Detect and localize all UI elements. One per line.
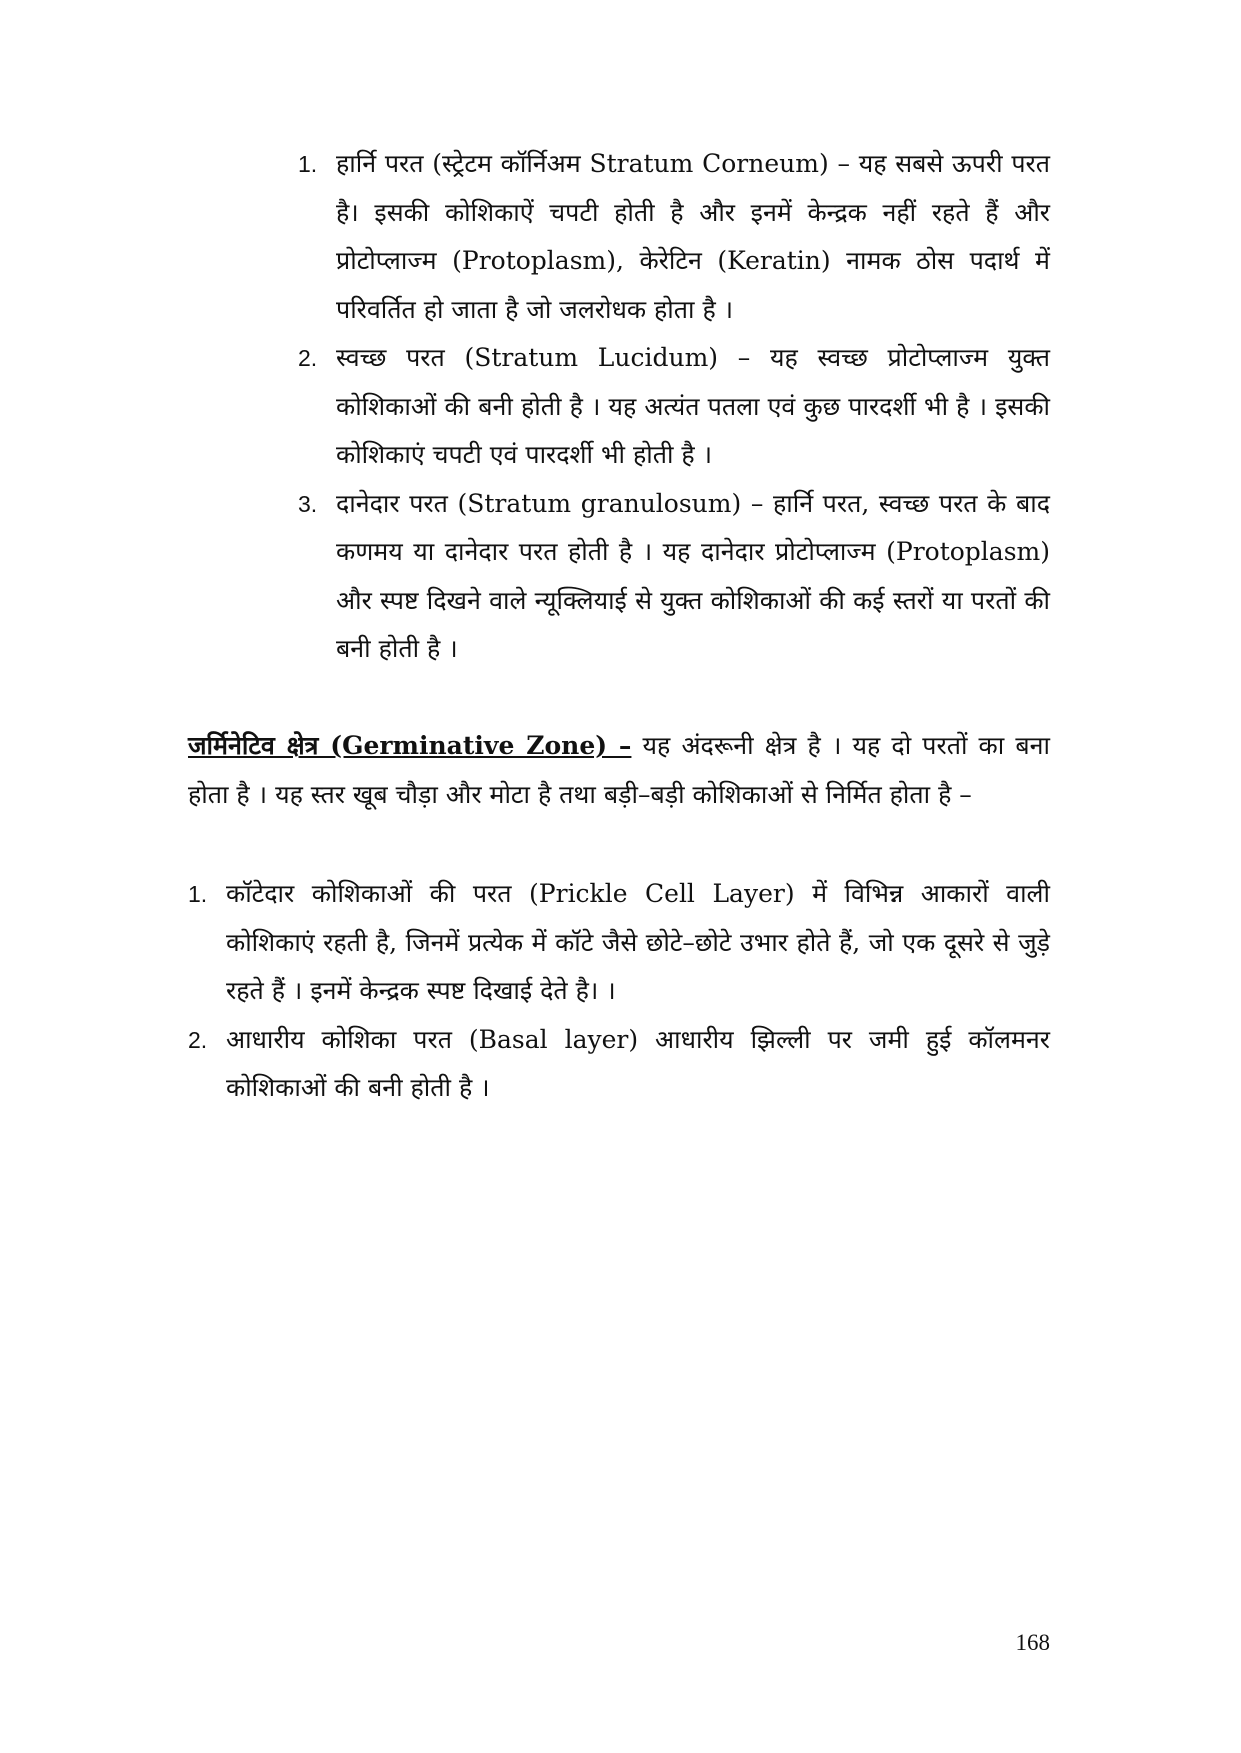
list-item-number: 2.: [188, 1026, 208, 1053]
germinative-zone-paragraph: [188, 722, 1050, 819]
section-heading: जर्मिनेटिव क्षेत्र (Germinative Zone) –: [188, 731, 632, 760]
list-item-number: 3.: [298, 490, 318, 517]
list-item-text: स्वच्छ परत (Stratum Lucidum) – यह स्वच्छ प्रोटोप्लाज्म युक्त कोशिकाओं की बनी होती है । यह अत्यंत पतला एवं कुछ पारदर्शी भी है । इसकी कोशिकाएं चपटी एवं पारदर्शी भी होती है ।: [336, 343, 1050, 469]
list-item-text: दानेदार परत (Stratum granulosum) – हार्नि परत, स्वच्छ परत के बाद कणमय या दानेदार परत होती है । यह दानेदार प्रोटोप्लाज्म (Protoplasm) और स्पष्ट दिखने वाले न्यूक्लियाई से युक्त कोशिकाओं की कई स्तरों या परतों की बनी होती है ।: [336, 488, 1050, 663]
paragraph-text: यह अंदरूनी क्षेत्र है । यह दो परतों का बना होता है । यह स्तर खूब चौड़ा और मोटा है तथा बड़ी–बड़ी कोशिकाओं से निर्मित होता है –: [188, 731, 1050, 809]
list-item: [188, 1016, 1050, 1113]
epidermis-layers-list: [298, 140, 1050, 674]
page-number: 168: [1015, 1630, 1050, 1655]
list-item-text: कॉटेदार कोशिकाओं की परत (Prickle Cell Layer) में विभिन्न आकारों वाली कोशिकाएं रहती है, जिनमें प्रत्येक में कॉटे जैसे छोटे–छोटे उभार होते हैं, जो एक दूसरे से जुड़े रहते हैं । इनमें केन्द्रक स्पष्ट दिखाई देते है। ।: [226, 879, 1050, 1005]
list-item-number: 1.: [298, 151, 318, 177]
list-item-text: आधारीय कोशिका परत (Basal layer) आधारीय झिल्ली पर जमी हुई कॉलमनर कोशिकाओं की बनी होती है ।: [226, 1024, 1050, 1102]
list-item: [188, 870, 1050, 1016]
list-item: [298, 334, 1050, 480]
list-item: [298, 140, 1050, 334]
germinative-layers-list: [188, 870, 1050, 1113]
list-item: [298, 480, 1050, 674]
list-item-number: 1.: [188, 881, 208, 907]
list-item-number: 2.: [298, 345, 318, 371]
list-item-text: हार्नि परत (स्ट्रेटम कॉर्निअम Stratum Corneum) – यह सबसे ऊपरी परत है। इसकी कोशिकाऐं चपटी होती है और इनमें केन्द्रक नहीं रहते हैं और प्रोटोप्लाज्म (Protoplasm), केरेटिन (Keratin) नामक ठोस पदार्थ में परिवर्तित हो जाता है जो जलरोधक होता है ।: [336, 149, 1050, 324]
